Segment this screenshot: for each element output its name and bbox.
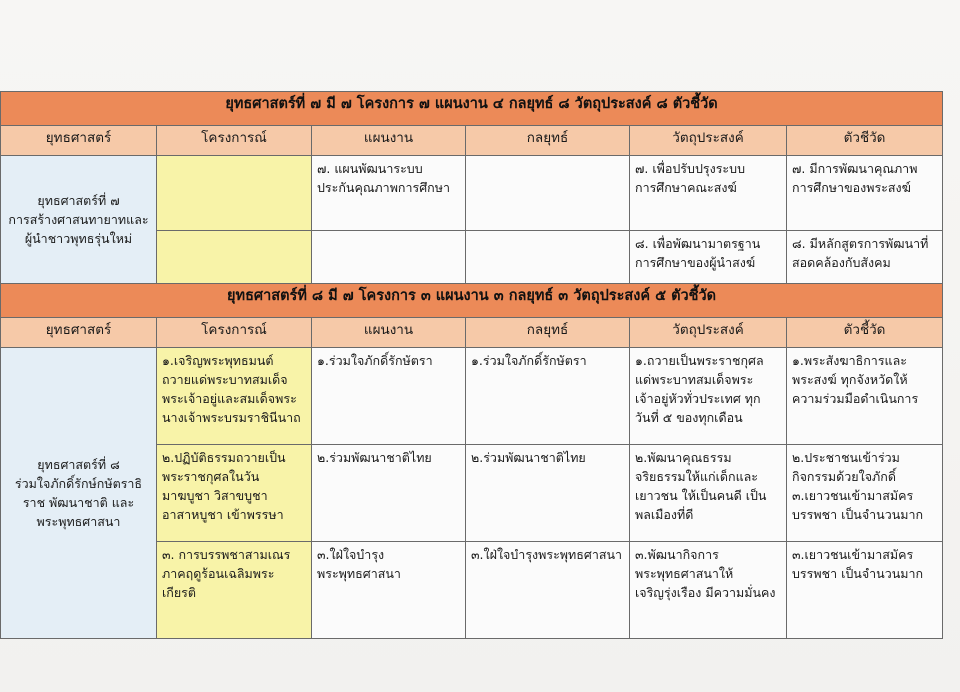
- objective-cell: ๒.พัฒนาคุณธรรม จริยธรรมให้แก่เด็กและ เยาวชน ให้เป็นคนดี เป็น พลเมืองที่ดี: [630, 445, 787, 542]
- strategy-7-table: [0, 91, 943, 284]
- header-cell: ยุทธศาสตร์: [1, 126, 157, 156]
- indicator-cell: ๗. มีการพัฒนาคุณภาพ การศึกษาของพระสงฆ์: [787, 156, 943, 231]
- strategy-8-table: [0, 283, 943, 639]
- header-cell: วัตถุประสงค์: [630, 318, 787, 348]
- header-cell: แผนงาน: [312, 126, 466, 156]
- table-title: ยุทธศาสตร์ที่ ๘ มี ๗ โครงการ ๓ แผนงาน ๓ กลยุทธ์ ๓ วัตถุประสงค์ ๕ ตัวชี้วัด: [1, 284, 943, 318]
- indicator-cell: ๓.เยาวชนเข้ามาสมัคร บรรพชา เป็นจำนวนมาก: [787, 542, 943, 639]
- tactic-cell: [466, 156, 630, 231]
- header-cell: ตัวชี้วัด: [787, 318, 943, 348]
- project-cell: ๒.ปฏิบัติธรรมถวายเป็น พระราชกุศลในวัน มาฆบูชา วิสาขบูชา อาสาหบูชา เข้าพรรษา: [157, 445, 312, 542]
- table-row: [1, 156, 943, 231]
- plan-cell: ๒.ร่วมพัฒนาชาติไทย: [312, 445, 466, 542]
- plan-cell: ๑.ร่วมใจภักดิ์รักษัตรา: [312, 348, 466, 445]
- indicator-cell: ๘. มีหลักสูตรการพัฒนาที่ สอดคล้องกับสังคม: [787, 231, 943, 284]
- header-cell: แผนงาน: [312, 318, 466, 348]
- project-cell: ๑.เจริญพระพุทธมนต์ ถวายแด่พระบาทสมเด็จ พระเจ้าอยู่และสมเด็จพระ นางเจ้าพระบรมราชินีนาถ: [157, 348, 312, 445]
- tactic-cell: ๒.ร่วมพัฒนาชาติไทย: [466, 445, 630, 542]
- objective-cell: ๑.ถวายเป็นพระราชกุศล แด่พระบาทสมเด็จพระ เจ้าอยู่หัวทั่วประเทศ ทุก วันที่ ๕ ของทุกเดือน: [630, 348, 787, 445]
- table-row: [1, 348, 943, 445]
- plan-cell: [312, 231, 466, 284]
- header-cell: กลยุทธ์: [466, 318, 630, 348]
- plan-cell: ๗. แผนพัฒนาระบบ ประกันคุณภาพการศึกษา: [312, 156, 466, 231]
- project-cell: [157, 231, 312, 284]
- plan-cell: ๓.ใฝ่ใจบำรุง พระพุทธศาสนา: [312, 542, 466, 639]
- objective-cell: ๗. เพื่อปรับปรุงระบบ การศึกษาคณะสงฆ์: [630, 156, 787, 231]
- tactic-cell: [466, 231, 630, 284]
- objective-cell: ๓.พัฒนากิจการ พระพุทธศาสนาให้ เจริญรุ่งเรือง มีความมั่นคง: [630, 542, 787, 639]
- strategy-cell: ยุทธศาสตร์ที่ ๗ การสร้างศาสนทายาทและผู้นำชาวพุทธรุ่นใหม่: [1, 156, 157, 284]
- indicator-cell: ๑.พระสังฆาธิการและ พระสงฆ์ ทุกจังหวัดให้ ความร่วมมือดำเนินการ: [787, 348, 943, 445]
- tactic-cell: ๑.ร่วมใจภักดิ์รักษัตรา: [466, 348, 630, 445]
- tactic-cell: ๓.ใฝ่ใจบำรุงพระพุทธศาสนา: [466, 542, 630, 639]
- table-title: ยุทธศาสตร์ที่ ๗ มี ๗ โครงการ ๗ แผนงาน ๔ กลยุทธ์ ๘ วัตถุประสงค์ ๘ ตัวชี้วัด: [1, 92, 943, 126]
- header-cell: วัตถุประสงค์: [630, 126, 787, 156]
- strategy-cell: ยุทธศาสตร์ที่ ๘ ร่วมใจภักดิ์รักษ์กษัตราธิราช พัฒนาชาติ และพระพุทธศาสนา: [1, 348, 157, 639]
- header-row: [1, 126, 943, 156]
- header-cell: ยุทธศาสตร์: [1, 318, 157, 348]
- header-cell: โครงการณ์: [157, 126, 312, 156]
- header-cell: ตัวชีวัด: [787, 126, 943, 156]
- header-cell: กลยุทธ์: [466, 126, 630, 156]
- indicator-cell: ๒.ประชาชนเข้าร่วม กิจกรรมด้วยใจภักดิ์ ๓.เยาวชนเข้ามาสมัคร บรรพชา เป็นจำนวนมาก: [787, 445, 943, 542]
- header-cell: โครงการณ์: [157, 318, 312, 348]
- project-cell: [157, 156, 312, 231]
- project-cell: ๓. การบรรพชาสามเณร ภาคฤดูร้อนเฉลิมพระ เกียรติ: [157, 542, 312, 639]
- header-row: [1, 318, 943, 348]
- objective-cell: ๘. เพื่อพัฒนามาตรฐาน การศึกษาของผู้นำสงฆ์: [630, 231, 787, 284]
